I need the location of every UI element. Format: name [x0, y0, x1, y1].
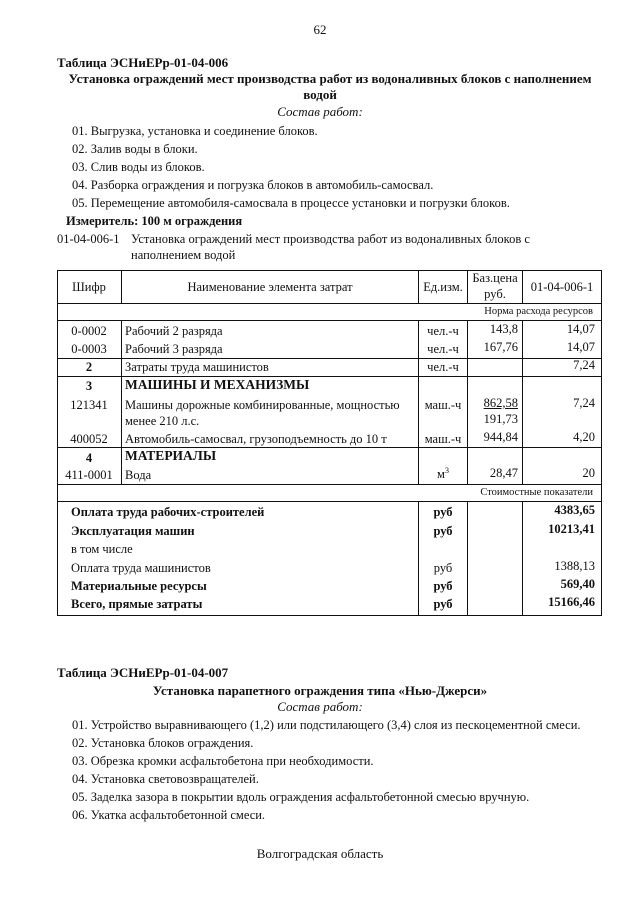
table-row-code: 121341	[70, 398, 108, 412]
table-row-name-line1: Машины дорожные комбинированные, мощностью	[125, 398, 400, 412]
cost-name: Всего, прямые затраты	[71, 597, 203, 611]
cost-unit: руб	[433, 561, 453, 575]
table-row-name-line2: менее 210 л.с.	[125, 414, 200, 428]
table-row-price: 944,84	[483, 430, 518, 444]
list-item: 03. Слив воды из блоков.	[72, 160, 205, 174]
table-row-unit: маш.-ч	[424, 398, 462, 412]
table-row-value: 4,20	[573, 430, 595, 444]
cost-name: Оплата труда машинистов	[71, 561, 211, 575]
header-column: 01-04-006-1	[530, 280, 594, 294]
cost-name: Эксплуатация машин	[71, 524, 195, 538]
table-row-name: Автомобиль-самосвал, грузоподъемность до 10 т	[125, 432, 387, 446]
cost-name: Материальные ресурсы	[71, 579, 207, 593]
table-row-code: 2	[85, 360, 93, 374]
table-row-value: 7,24	[573, 358, 595, 372]
cost-name: Оплата труда рабочих-строителей	[71, 505, 265, 519]
table-row-price: 28,47	[489, 466, 518, 480]
table-row-value: 14,07	[566, 340, 595, 354]
item-code: 01-04-006-1	[57, 232, 120, 246]
list-item: 01. Выгрузка, установка и соединение блоков.	[72, 124, 318, 138]
header-name: Наименование элемента затрат	[187, 280, 353, 294]
cost-value: 1388,13	[554, 559, 595, 573]
list-item: 04. Установка световозвращателей.	[72, 772, 259, 786]
table-row-unit: чел.-ч	[427, 360, 459, 374]
cost-name: в том числе	[71, 542, 133, 556]
page-number: 62	[313, 22, 327, 37]
table1-title-line1: Установка ограждений мест производства работ из водоналивных блоков с наполнением	[68, 71, 592, 86]
section-title-machines: МАШИНЫ И МЕХАНИЗМЫ	[125, 377, 310, 392]
resource-table	[57, 270, 602, 616]
section-title-materials: МАТЕРИАЛЫ	[125, 448, 217, 463]
table-row-price-line2: 191,73	[483, 412, 518, 426]
list-item: 03. Обрезка кромки асфальтобетона при необходимости.	[72, 754, 374, 768]
list-item: 05. Заделка зазора в покрытии вдоль ограждения асфальтобетонной смесью вручную.	[72, 790, 530, 804]
table-row-name: Затраты труда машинистов	[125, 360, 269, 374]
item-desc-line2: наполнением водой	[131, 248, 236, 262]
table1-title-line2: водой	[303, 87, 337, 102]
cost-unit: руб	[433, 524, 453, 538]
header-unit: Ед.изм.	[423, 280, 463, 294]
table2-code-title: Таблица ЭСНиЕРр-01-04-007	[57, 665, 229, 680]
cost-label: Стоимостные показатели	[480, 487, 593, 498]
table2-title: Установка парапетного ограждения типа «Нью-Джерси»	[152, 683, 488, 698]
meter-label: Измеритель: 100 м ограждения	[66, 214, 243, 228]
table-row-unit: чел.-ч	[427, 342, 459, 356]
table1-code-title: Таблица ЭСНиЕРр-01-04-006	[57, 55, 229, 70]
section-code: 4	[85, 451, 93, 465]
cost-value: 10213,41	[548, 522, 595, 536]
table-row-code: 400052	[70, 432, 108, 446]
table-row-code: 0-0003	[71, 342, 107, 356]
table-row-name: Рабочий 2 разряда	[125, 324, 223, 338]
table-row-value: 20	[582, 466, 595, 480]
table-row-unit: чел.-ч	[427, 324, 459, 338]
table-row-price: 143,8	[489, 322, 518, 336]
table-row-unit: маш.-ч	[424, 432, 462, 446]
table-row-code: 0-0002	[71, 324, 107, 338]
cost-unit: руб	[433, 597, 453, 611]
cost-value: 4383,65	[554, 503, 595, 517]
list-item: 04. Разборка ограждения и погрузка блоков в автомобиль-самосвал.	[72, 178, 434, 192]
item-desc-line1: Установка ограждений мест производства работ из водоналивных блоков с	[131, 232, 530, 246]
table-row-value: 7,24	[573, 396, 595, 410]
table-row-unit: $м^3$	[437, 466, 449, 482]
cost-unit: руб	[433, 579, 453, 593]
header-price-line2: руб.	[484, 287, 506, 301]
list-item: 05. Перемещение автомобиля-самосвала в процессе установки и погрузки блоков.	[72, 196, 510, 210]
list-item: 02. Установка блоков ограждения.	[72, 736, 254, 750]
list-item: 02. Залив воды в блоки.	[72, 142, 198, 156]
list-item: 01. Устройство выравнивающего (1,2) или подстилающего (3,4) слоя из пескоцементной смеси.	[72, 718, 581, 732]
cost-value: 15166,46	[548, 595, 595, 609]
cost-value: 569,40	[560, 577, 595, 591]
table-row-price: 167,76	[483, 340, 518, 354]
table-row-value: 14,07	[566, 322, 595, 336]
cost-unit: руб	[433, 505, 453, 519]
table-row-name: Рабочий 3 разряда	[125, 342, 223, 356]
header-price-line1: Баз.цена	[472, 271, 518, 285]
footer-region: Волгоградская область	[256, 846, 384, 861]
table1-works-heading: Состав работ:	[277, 104, 363, 119]
table-row-name: Вода	[125, 468, 152, 482]
header-code: Шифр	[72, 280, 106, 294]
table2-works-heading: Состав работ:	[277, 699, 363, 714]
norm-label: Норма расхода ресурсов	[484, 306, 593, 317]
table-row-code: 411-0001	[65, 468, 113, 482]
table-row-price-line1: 862,58	[483, 396, 518, 410]
list-item: 06. Укатка асфальтобетонной смеси.	[72, 808, 266, 822]
section-code: 3	[85, 379, 93, 393]
